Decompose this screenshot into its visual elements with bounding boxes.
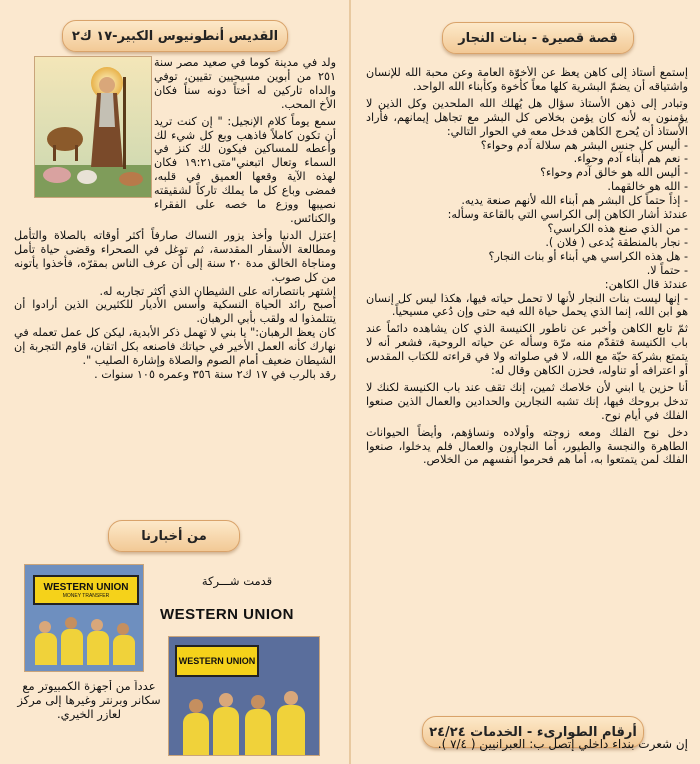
- left-column: [0, 0, 348, 764]
- saint-paragraph: أصبح رائد الحياة النسكية وأسس الأديار للكثيرين الذين أرادوا أن يتتلمذوا له ولقب بأبي الرهبان.: [14, 298, 336, 326]
- story-paragraph: - حتماً لا.: [646, 263, 688, 277]
- news-banner: [108, 520, 240, 552]
- story-paragraph: - هل هذه الكراسي هي أبناء أو بنات النجار؟: [488, 249, 688, 263]
- story-paragraph: - من الذي صنع هذه الكراسي؟: [547, 221, 688, 235]
- photo-1-sign-text: WESTERN UNION: [43, 581, 129, 593]
- story-title: قصة قصيرة - بنات النجار: [458, 30, 618, 46]
- saint-text: [14, 56, 336, 496]
- photo-2-sign-text: WESTERN UNION: [178, 656, 256, 666]
- news-caption-bottom-wrap: [14, 680, 164, 760]
- story-paragraph: - أليس كل جنس البشر هم سلالة آدم وحواء؟: [480, 138, 688, 152]
- saint-paragraph: رقد بالرب في ١٧ ك٢ سنة ٣٥٦ وعمره ١٠٥ سنوات .: [94, 367, 336, 381]
- saint-title-banner: [62, 20, 288, 52]
- news-caption-top: قدمت شـــركة: [201, 574, 273, 588]
- photo-1-sign-sub: MONEY TRANSFER: [62, 592, 110, 599]
- story-paragraph: - إنها ليست بنات النجار لأنها لا تحمل حياته فيها، هكذا ليس كل إنسان هو ابن الله، إنما الذي يحمل حياة الله فيه حتى وإن دُعي مسيحياً.: [366, 291, 688, 319]
- company-name: WESTERN UNION: [160, 606, 294, 623]
- saint-paragraph: إعتزل الدنيا وأخذ يزور النساك صارفاً أكثر أوقاته بالصلاة والتأمل ومطالعة الأسفار المقدسة، ثم توغل في الصحراء وقضى حياة تأمل ومناجاة الخالق مدة ٢٠ سنة إلى أن عرف الناس بمقرّه، فأخذوا يأتونه من كل صوب.: [14, 228, 336, 284]
- photo-1-sign: [33, 575, 139, 605]
- saint-paragraph: ولد في مدينة كوما في صعيد مصر سنة ٢٥١ من أبوين مسيحيين تقيين، توفي والداه تاركين له أختاً دونه سناً فكان الأخ المحب.: [154, 56, 336, 111]
- story-title-banner: [442, 22, 634, 54]
- news-photo-2: [168, 636, 320, 756]
- story-paragraph: وتبادر إلى ذهن الأستاذ سؤال هل يُهلك الله الملحدين وكل الذين لا يؤمنون به لأنه كان يؤمن بخلاص كل البشر مع تجاهل إيمانهم، فأراد الأستاذ أن يُحرج الكاهن فدخل معه في الحوار التالي:: [366, 96, 688, 138]
- saint-paragraph: كان يعظ الرهبان:" يا بني لا تهمل ذكر الأبدية، ليكن كل عمل تعمله في نهارك كأنه العمل الأخير في حياتك فاصنعه بكل اتقان، قاوم التجربة إن الشيطان ضعيف أمام الصوم والصلاة وإشارة الصليب ".: [14, 326, 336, 368]
- story-paragraph: أنا حزين يا ابني لأن خلاصك ثمين، إنك تقف عند باب الكنيسة لكنك لا تدخل بروحك فيها، إنك تشبه النجارين والحدادين والعمال الذين صنعوا الفلك في أيام نوح.: [366, 380, 688, 422]
- story-paragraph: - نعم هم أبناء آدم وحواء.: [573, 152, 688, 166]
- story-paragraph: دخل نوح الفلك ومعه زوجته وأولاده ونساؤهم، وأيضاً الحيوانات الطاهرة والنجسة والطيور، أما النجارون والعمال فلم يدخلوا، صنعوا الفلك لمن يتمتعوا به، أما هم فحرموا أنفسهم من الخلاص.: [366, 425, 688, 467]
- story-text: [366, 66, 688, 686]
- story-paragraph: عندئذ أشار الكاهن إلى الكراسي التي بالقاعة وسأله:: [447, 208, 688, 222]
- emergency-title: أرقام الطوارىء - الخدمات ٢٤/٢٤: [429, 724, 637, 740]
- emergency-text: [366, 738, 688, 758]
- icon-spacer: [14, 56, 154, 202]
- saint-title: القديس أنطونيوس الكبير-١٧ ك٢: [71, 28, 279, 44]
- story-paragraph: عندئذ قال الكاهن:: [604, 277, 688, 291]
- photo-2-sign: [175, 645, 259, 677]
- saint-paragraph: سمع يوماً كلام الإنجيل: " إن كنت تريد أن تكون كاملاً فاذهب وبع كل شيء لك وأعطه للمساكين فيكون لك كنز في السماء وتعال اتبعني"متى١٩:٢١ فكان لهذه الآية وقعها العميق في قلبه، فمضى وباع كل ما يملك تاركاً لشقيقته نصيبها ووزع ما خصه على الفقراء والكنائس.: [154, 114, 336, 225]
- emergency-line: إن شعرت بنداء داخلي إتصل ب: العبرانيين ( ٧/٤ ).: [437, 738, 688, 751]
- right-column: [352, 0, 700, 764]
- story-paragraph: - أليس الله هو خالق آدم وحواء؟: [540, 166, 688, 180]
- story-paragraph: إستمع أستاذ إلى كاهن يعظ عن الأخوّة العامة وعن محبة الله للإنسان واشتياقه أن يضمّ البشرية كلها معاً كأخوة وكأبناء الله الواحد.: [366, 66, 688, 93]
- story-paragraph: - الله هو خالقهما.: [607, 180, 688, 194]
- news-caption-bottom: عدداً من أجهزة الكمبيوتر مع سكانر وبرنتر وغيرها إلى مركز لعازر الخيري.: [17, 680, 161, 721]
- column-divider: [349, 0, 351, 764]
- saint-paragraph: إشتهر بانتصاراته على الشيطان الذي أكثر تجاربه له.: [99, 284, 336, 298]
- news-title: من أخبارنا: [141, 528, 207, 544]
- story-paragraph: - نجار بالمنطقة يُدعى ( فلان ).: [545, 235, 688, 249]
- news-photo-1: [24, 564, 144, 672]
- story-paragraph: ثمّ تابع الكاهن وأخبر عن ناطور الكنيسة الذي كان يشاهده دائماً عند باب الكنيسة فتقدّم منه مرّة وسأله عن حياته الروحية، فشعر أنه لا يتمتع بشركة حيّة مع الله، لا في صلواته ولا في قراءته للكتاب المقدس أو اعترافه أو تناوله، فحزن الكاهن وقال له:: [366, 322, 688, 378]
- story-paragraph: - إذاً حتماً كل البشر هم أبناء الله لأنهم صنعة يديه.: [461, 194, 688, 208]
